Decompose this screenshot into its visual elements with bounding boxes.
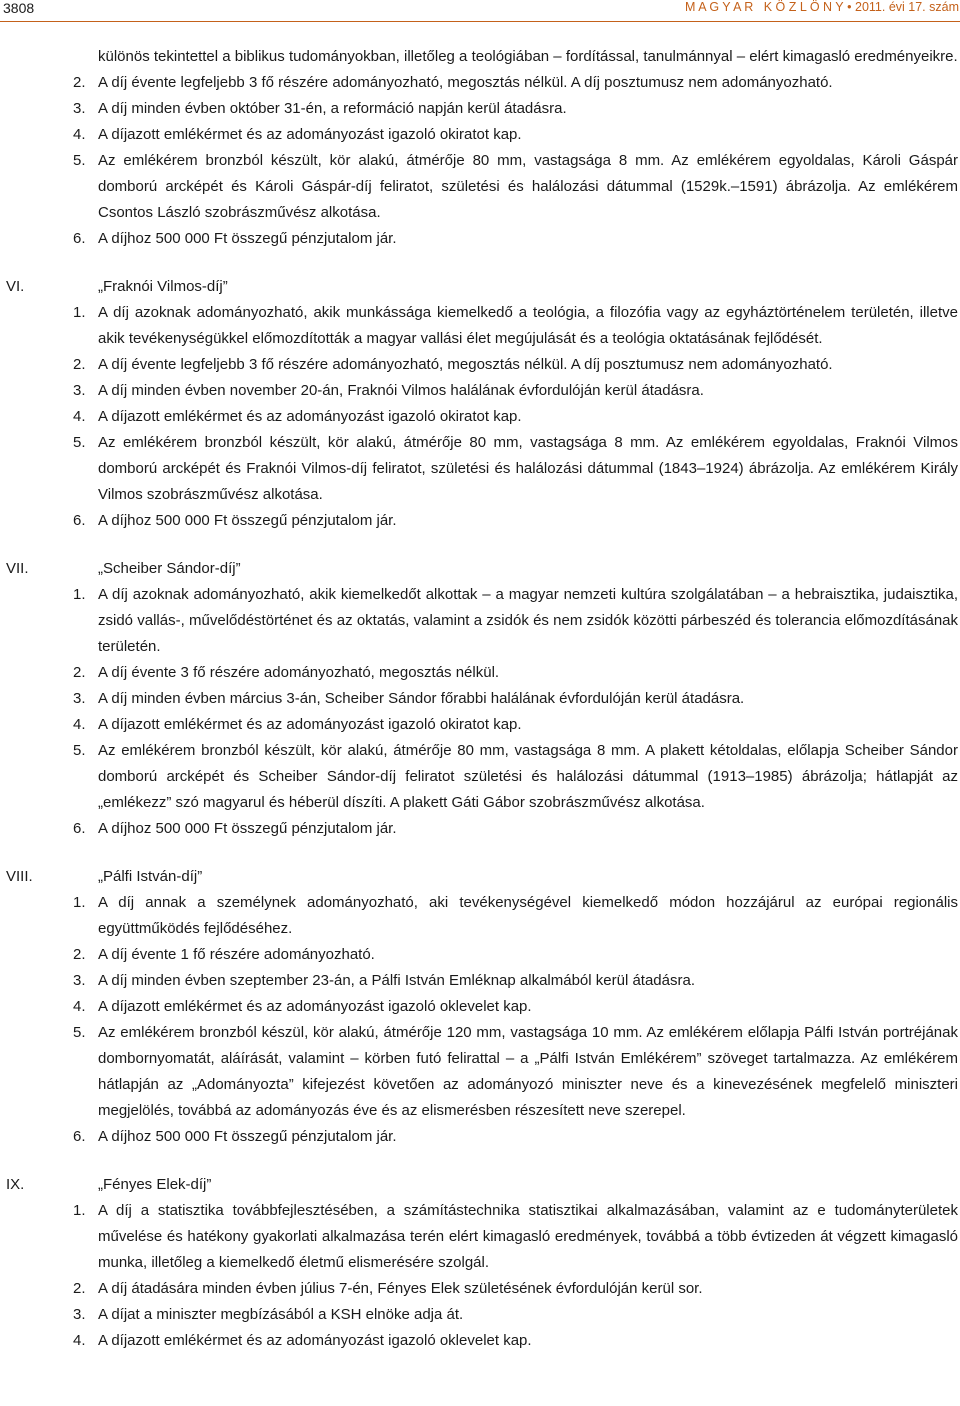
list-item <box>73 686 958 712</box>
item-number: 1. <box>73 586 86 603</box>
item-number: 2. <box>73 1280 86 1297</box>
item-text: A díj évente 1 fő részére adományozható. <box>98 946 375 963</box>
item-text: A díjhoz 500 000 Ft összegű pénzjutalom jár. <box>98 820 397 837</box>
list-item <box>73 712 958 738</box>
list-item <box>73 890 958 942</box>
item-text: A díj azoknak adományozható, akik kiemelkedőt alkottak – a magyar nemzeti kultúra szolgálatában – a hebraisztika, judaisztika, zsidó vallás-, művelődéstörténet és az oktatás, valamint a zsidók és nem zsidók közötti párbeszéd és tolerancia előmozdításának területén. <box>98 586 958 655</box>
item-number: 5. <box>73 1024 86 1041</box>
item-number: 1. <box>73 304 86 321</box>
list-item <box>73 816 958 842</box>
section-title: „Fényes Elek-díj” <box>98 1176 212 1193</box>
list-item <box>73 226 958 252</box>
list-item <box>73 300 958 352</box>
section-title: „Pálfi István-díj” <box>98 868 203 885</box>
item-number: 3. <box>73 1306 86 1323</box>
item-number: 6. <box>73 820 86 837</box>
list-item <box>73 660 958 686</box>
item-number: 1. <box>73 894 86 911</box>
item-number: 2. <box>73 356 86 373</box>
issue-label: 2011. évi 17. szám <box>855 0 959 14</box>
item-text: A díjhoz 500 000 Ft összegű pénzjutalom jár. <box>98 1128 397 1145</box>
award-sections <box>0 274 958 1354</box>
list-item <box>73 70 958 96</box>
item-number: 5. <box>73 742 86 759</box>
header-rule <box>0 21 960 22</box>
item-text: A díj évente 3 fő részére adományozható, megosztás nélkül. <box>98 664 500 681</box>
document-body <box>0 44 958 1354</box>
list-item <box>73 430 958 508</box>
list-item <box>73 96 958 122</box>
list-item <box>73 738 958 816</box>
running-head <box>685 0 959 14</box>
item-number: 2. <box>73 946 86 963</box>
item-text: A díj minden évben november 20-án, Fraknói Vilmos halálának évfordulóján kerül átadásra. <box>98 382 704 399</box>
item-number: 4. <box>73 998 86 1015</box>
section-title: „Scheiber Sándor-díj” <box>98 560 241 577</box>
item-number: 1. <box>73 1202 86 1219</box>
item-number: 3. <box>73 690 86 707</box>
item-text: A díj minden évben szeptember 23-án, a Pálfi István Emléknap alkalmából kerül átadásra. <box>98 972 695 989</box>
item-text: A díjhoz 500 000 Ft összegű pénzjutalom jár. <box>98 512 397 529</box>
page-header <box>0 0 960 14</box>
award-section <box>0 864 958 1150</box>
section-number: VI. <box>6 278 25 295</box>
item-text: Az emlékérem bronzból készül, kör alakú, átmérője 120 mm, vastagsága 10 mm. Az emlékérem előlapja Pálfi István portréjának dombornyomatát, aláírását, valamint – körben futó felirattal – a „Pálfi István Emlékérem” szöveget tartalmazza. Az emlékérem hátlapján az „Adományozta” kifejezést követően az adományozó miniszter neve és a kinevezésének megfelelő miniszteri megjelölés, továbbá az adományozás éve és az elismerésben részesített neve szerepel. <box>98 1024 958 1119</box>
item-number: 4. <box>73 126 86 143</box>
list-item <box>73 1020 958 1124</box>
item-text: A díj a statisztika továbbfejlesztésében, a számítástechnika statisztikai alkalmazásában, valamint az e tudományterületek művelése és hatékony gyakorlati alkalmazása terén elért kimagasló eredmények, továbbá a több évtizeden át végzett kimagasló munka, illetőleg a kiemelkedő életmű elismerésére szolgál. <box>98 1202 958 1271</box>
section-title: „Fraknói Vilmos-díj” <box>98 278 228 295</box>
item-number: 2. <box>73 664 86 681</box>
item-text: Az emlékérem bronzból készült, kör alakú, átmérője 80 mm, vastagsága 8 mm. Az emlékérem egyoldalas, Fraknói Vilmos domború arcképét és Fraknói Vilmos-díj feliratot, születési és halálozási dátummal (1843–1924) ábrázolja. Az emlékérem Király Vilmos szobrászművész alkotása. <box>98 434 958 503</box>
item-text: A díj minden évben október 31-én, a reformáció napján kerül átadásra. <box>98 100 567 117</box>
section-number: VIII. <box>6 868 33 885</box>
item-text: A díjazott emlékérmet és az adományozást igazoló okiratot kap. <box>98 408 522 425</box>
item-text: A díjhoz 500 000 Ft összegű pénzjutalom jár. <box>98 230 397 247</box>
page-number: 3808 <box>3 0 35 16</box>
list-item <box>73 148 958 226</box>
journal-title: M A G Y A R K Ö Z L Ö N Y <box>685 0 844 14</box>
item-text: A díj minden évben március 3-án, Scheiber Sándor főrabbi halálának évfordulóján kerül átadásra. <box>98 690 745 707</box>
list-item <box>73 994 958 1020</box>
list-item <box>73 352 958 378</box>
list-item <box>73 1276 958 1302</box>
award-section <box>0 274 958 534</box>
list-item <box>73 1302 958 1328</box>
item-number: 6. <box>73 1128 86 1145</box>
item-text: A díj azoknak adományozható, akik munkássága kiemelkedő a teológia, a filozófia vagy az egyháztörténelem területén, illetve akik tevékenységükkel előmozdították a magyar vallási élet megújulását és a teológia oktatásának fejlődését. <box>98 304 958 347</box>
list-item <box>73 942 958 968</box>
list-item <box>73 378 958 404</box>
list-item <box>73 582 958 660</box>
item-text: A díjat a miniszter megbízásából a KSH elnöke adja át. <box>98 1306 464 1323</box>
item-number: 4. <box>73 408 86 425</box>
item-text: A díj átadására minden évben július 7-én, Fényes Elek születésének évfordulóján kerül sor. <box>98 1280 703 1297</box>
item-text: Az emlékérem bronzból készült, kör alakú, átmérője 80 mm, vastagsága 8 mm. Az emlékérem egyoldalas, Károli Gáspár domború arcképét és Károli Gáspár-díj feliratot, születési és halálozási dátummal (1529k.–1591) ábrázolja. Az emlékérem Csontos László szobrászművész alkotása. <box>98 152 958 221</box>
item-number: 3. <box>73 100 86 117</box>
award-section <box>0 1172 958 1354</box>
list-item <box>73 122 958 148</box>
item-text: A díj évente legfeljebb 3 fő részére adományozható, megosztás nélkül. A díj posztumusz nem adományozható. <box>98 74 833 91</box>
item-number: 6. <box>73 512 86 529</box>
bullet-separator: • <box>847 0 852 14</box>
intro-list <box>0 70 958 252</box>
list-item <box>73 1198 958 1276</box>
item-text: A díj évente legfeljebb 3 fő részére adományozható, megosztás nélkül. A díj posztumusz nem adományozható. <box>98 356 833 373</box>
item-number: 4. <box>73 716 86 733</box>
item-text: A díjazott emlékérmet és az adományozást igazoló okiratot kap. <box>98 716 522 733</box>
item-number: 2. <box>73 74 86 91</box>
item-text: Az emlékérem bronzból készült, kör alakú, átmérője 80 mm, vastagsága 8 mm. A plakett kétoldalas, előlapja Scheiber Sándor domború arcképét és Scheiber Sándor-díj feliratot születési és halálozási dátummal (1913–1985) ábrázolja; hátlapját az „emlékezz” szó magyarul és héberül díszíti. A plakett Gáti Gábor szobrászművész alkotása. <box>98 742 958 811</box>
list-item <box>73 968 958 994</box>
item-text: A díjazott emlékérmet és az adományozást igazoló oklevelet kap. <box>98 998 532 1015</box>
item-text: A díjazott emlékérmet és az adományozást igazoló okiratot kap. <box>98 126 522 143</box>
item-text: A díjazott emlékérmet és az adományozást igazoló oklevelet kap. <box>98 1332 532 1349</box>
item-number: 5. <box>73 434 86 451</box>
list-item <box>73 1124 958 1150</box>
award-section <box>0 556 958 842</box>
item-number: 6. <box>73 230 86 247</box>
list-item <box>73 1328 958 1354</box>
item-number: 3. <box>73 382 86 399</box>
list-item <box>73 404 958 430</box>
item-number: 4. <box>73 1332 86 1349</box>
section-number: IX. <box>6 1176 25 1193</box>
item-number: 5. <box>73 152 86 169</box>
section-number: VII. <box>6 560 29 577</box>
item-text: A díj annak a személynek adományozható, aki tevékenységével kiemelkedő módon hozzájárul az európai regionális együttműködés fejlődéséhez. <box>98 894 958 937</box>
intro-continuation: különös tekintettel a biblikus tudományokban, illetőleg a teológiában – fordítással, tanulmánnyal – elért kimagasló eredményeikre. <box>98 48 958 65</box>
item-number: 3. <box>73 972 86 989</box>
list-item <box>73 508 958 534</box>
